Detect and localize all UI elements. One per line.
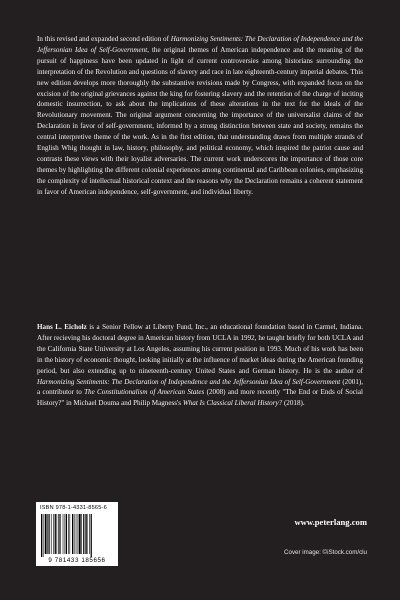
bio-text-1: is a Senior Fellow at Liberty Fund, Inc., an educational foundation based in Carmel, Indiana. After recieving his doctoral degree in American history from UCLA in 1992, he taught briefly for both UCLA and the California State University at Los Angeles, assuming his current position in 1993. Much of his work has been in the history of economic thought, looking initially at the influence of market ideas during the American founding period, but also extending up to nineteenth-century United States and German history. He is the author of: [37, 323, 363, 375]
bio-book-title-3: What Is Classical Liberal History?: [182, 399, 283, 408]
description-body: , the original themes of American independence and the meaning of the pursuit of happiness have been updated in light of current controversies among historians surrounding the interpretation of the Revolution and questions of slavery and race in late eighteenth-century imperial debates. This new edition develops more thoroughly the substantive revisions made by Congress, with expanded focus on the excision of the original grievances against the king for fostering slavery and the retention of the charge of inciting domestic insurrection, to ask about the implications of these alterations in the text for the ideals of the Revolutionary movement. The original argument concerning the importance of the universalist claims of the Declaration in favor of self-government, informed by a strong distinction between state and society, remains the central interpretive theme of the work. As in the first edition, that understanding draws from multiple strands of English Whig thought in law, history, philosophy, and political economy, which inspired the patriot cause and contrasts these views with their loyalist adversaries. The current work underscores the importance of those core themes by highlighting the different colonial experiences among continental and Caribbean colonies, emphasizing the complexity of intellectual historical context and the reasons why the Declaration remains a coherent statement in favor of American independence, self-government, and individual liberty.: [37, 45, 363, 196]
bio-text-2: (2001), a contributor to: [37, 377, 363, 397]
bio-book-title-1: Harmonizing Sentiments: The Declaration of Independence and the Jeffersonian Idea of Self-Government: [37, 377, 341, 386]
author-name: Hans L. Eicholz: [37, 323, 87, 331]
cover-image-credit: Cover image: ©iStock.com/clu: [284, 549, 367, 556]
book-description: [37, 34, 363, 198]
publisher-website[interactable]: www.peterlang.com: [294, 517, 367, 527]
bio-text-4: (2018).: [282, 399, 305, 408]
isbn-label: ISBN 978-1-4331-8565-6: [40, 505, 107, 511]
barcode-bars: [40, 514, 114, 557]
book-title: Harmonizing Sentiments: The Declaration of Independence and the Jeffersonian Idea of Self-Government: [37, 35, 363, 54]
bio-text-3: (2008) and more recently "The End or Ends of Social History?" in Michael Douma and Philip Magness's: [37, 388, 363, 408]
bio-book-title-2: The Constitutionalism of American States: [84, 388, 205, 397]
author-bio: [37, 322, 363, 409]
description-intro: In this revised and expanded second edition of: [37, 35, 171, 43]
barcode-block: [36, 502, 118, 566]
barcode-digits: 9 781433 185656: [48, 557, 106, 564]
